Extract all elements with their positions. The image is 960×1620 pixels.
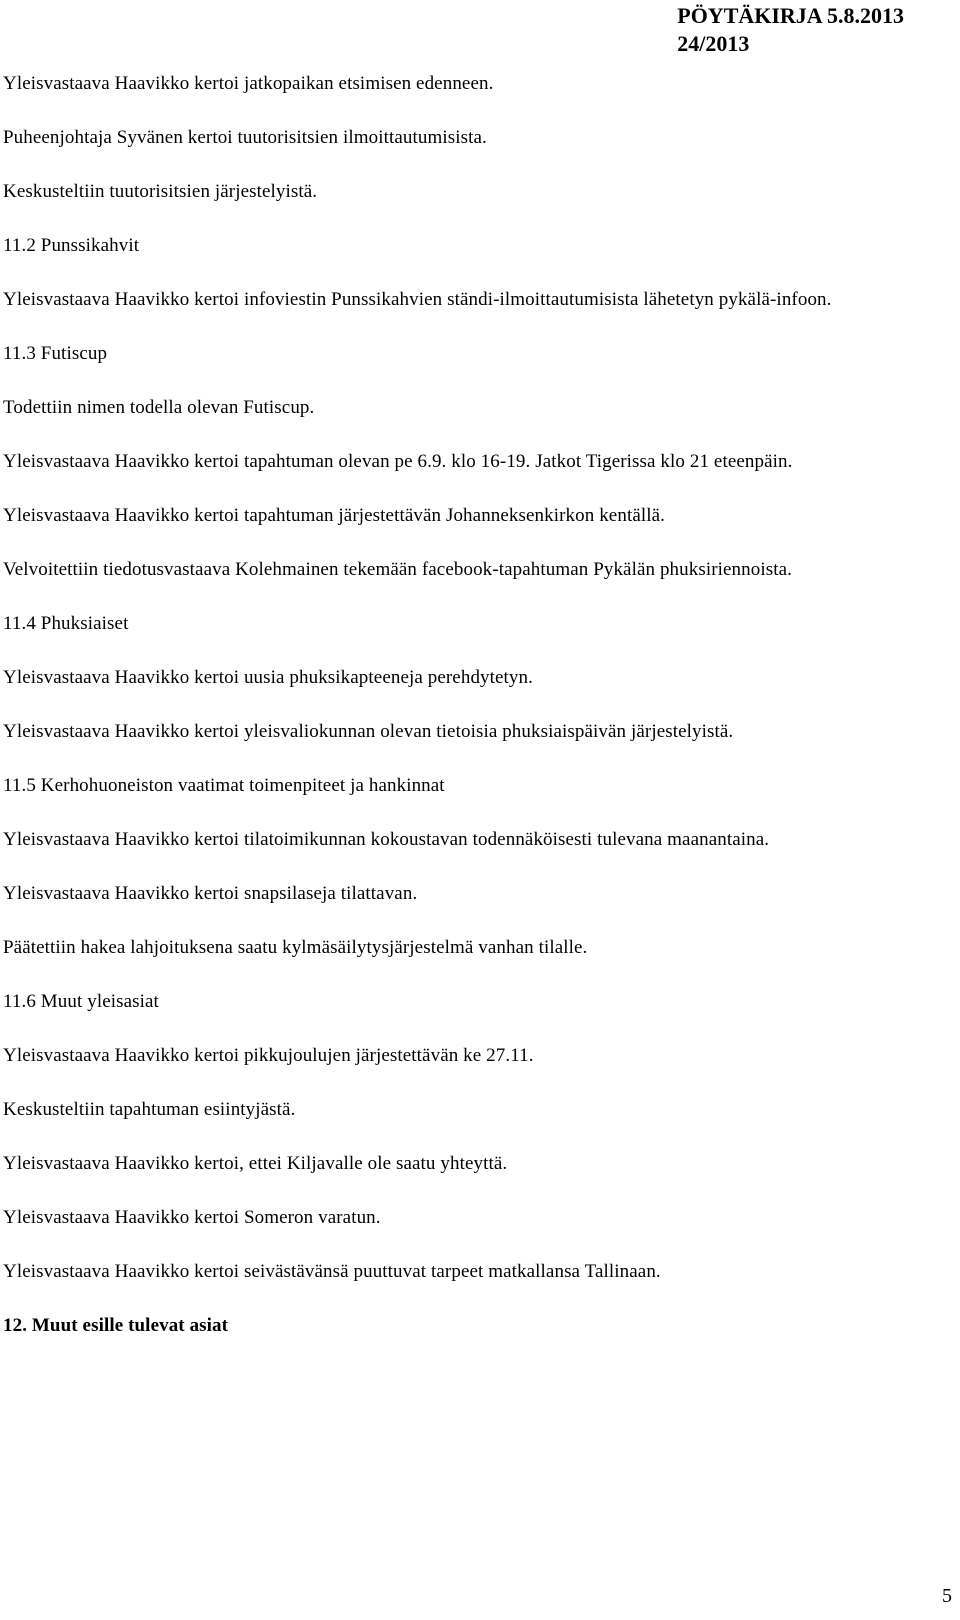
paragraph: Yleisvastaava Haavikko kertoi pikkujoulujen järjestettävän ke 27.11.	[3, 1045, 534, 1066]
paragraph: Yleisvastaava Haavikko kertoi snapsilaseja tilattavan.	[3, 883, 418, 904]
paragraph: Keskusteltiin tuutorisitsien järjestelyistä.	[3, 181, 318, 202]
paragraph: Päätettiin hakea lahjoituksena saatu kylmäsäilytysjärjestelmä vanhan tilalle.	[3, 937, 588, 958]
document-header	[677, 2, 904, 58]
subsection-heading: 11.5 Kerhohuoneiston vaatimat toimenpiteet ja hankinnat	[3, 775, 445, 796]
paragraph: Yleisvastaava Haavikko kertoi uusia phuksikapteeneja perehdytetyn.	[3, 667, 533, 688]
paragraph: Yleisvastaava Haavikko kertoi Someron varatun.	[3, 1207, 381, 1228]
paragraph: Yleisvastaava Haavikko kertoi tilatoimikunnan kokoustavan todennäköisesti tulevana maanantaina.	[3, 829, 770, 850]
section-heading: 12. Muut esille tulevat asiat	[3, 1315, 229, 1336]
paragraph: Yleisvastaava Haavikko kertoi infoviestin Punssikahvien ständi-ilmoittautumisista lähetetyn pykälä-infoon.	[3, 289, 832, 310]
paragraph: Yleisvastaava Haavikko kertoi tapahtuman järjestettävän Johanneksenkirkon kentällä.	[3, 505, 665, 526]
document-number: 24/2013	[677, 31, 750, 56]
subsection-heading: 11.3 Futiscup	[3, 343, 108, 364]
subsection-heading: 11.2 Punssikahvit	[3, 235, 140, 256]
paragraph: Yleisvastaava Haavikko kertoi, ettei Kiljavalle ole saatu yhteyttä.	[3, 1153, 508, 1174]
paragraph: Velvoitettiin tiedotusvastaava Kolehmainen tekemään facebook-tapahtuman Pykälän phuksiriennoista.	[3, 559, 792, 580]
subsection-heading: 11.4 Phuksiaiset	[3, 613, 129, 634]
document-body	[3, 71, 933, 1367]
paragraph: Puheenjohtaja Syvänen kertoi tuutorisitsien ilmoittautumisista.	[3, 127, 487, 148]
paragraph: Todettiin nimen todella olevan Futiscup.	[3, 397, 315, 418]
paragraph: Yleisvastaava Haavikko kertoi seivästävänsä puuttuvat tarpeet matkallansa Tallinaan.	[3, 1261, 661, 1282]
paragraph: Yleisvastaava Haavikko kertoi tapahtuman olevan pe 6.9. klo 16-19. Jatkot Tigerissa klo 21 eteenpäin.	[3, 451, 793, 472]
document-title: PÖYTÄKIRJA 5.8.2013	[677, 3, 904, 28]
paragraph: Yleisvastaava Haavikko kertoi jatkopaikan etsimisen edenneen.	[3, 73, 494, 94]
page-number: 5	[942, 1585, 952, 1607]
subsection-heading: 11.6 Muut yleisasiat	[3, 991, 159, 1012]
paragraph: Yleisvastaava Haavikko kertoi yleisvaliokunnan olevan tietoisia phuksiaispäivän järjestelyistä.	[3, 721, 734, 742]
paragraph: Keskusteltiin tapahtuman esiintyjästä.	[3, 1099, 296, 1120]
